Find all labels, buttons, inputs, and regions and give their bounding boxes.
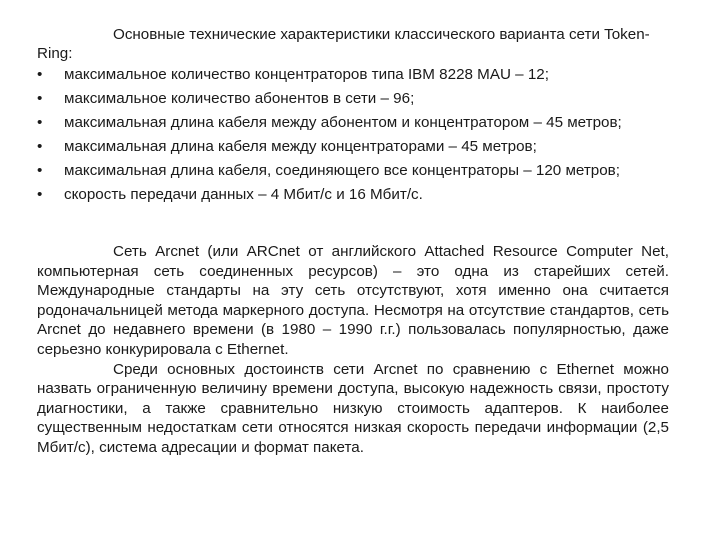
bullet-icon: • [37,186,43,203]
bullet-icon: • [37,138,43,155]
spec-item-text: максимальное количество концентраторов типа IBM 8228 MAU – 12; [64,66,549,83]
arcnet-section [37,242,669,458]
spec-item [37,87,669,111]
spec-item-text: максимальная длина кабеля между концентраторами – 45 метров; [64,138,537,155]
spec-item [37,63,669,87]
spec-item-text: максимальное количество абонентов в сети – 96; [64,90,415,107]
spec-item-text: максимальная длина кабеля между абонентом и концентратором – 45 метров; [64,114,622,131]
document-page [37,25,669,458]
arcnet-paragraph-1: Сеть Arcnet (или ARCnet от английского Attached Resource Computer Net, компьютерная сеть соединенных ресурсов) – это одна из старейших сетей. Международные стандарты на эту сеть отсутствуют, хотя именно она считается родоначальницей метода маркерного доступа. Несмотря на отсутствие стандартов, сеть Arcnet до недавнего времени (в 1980 – 1990 г.г.) пользовалась популярностью, даже серьезно конкурировала с Ethernet. [37,243,669,358]
bullet-icon: • [37,66,43,83]
token-ring-spec-list [37,63,669,207]
spec-item [37,111,669,135]
token-ring-intro: Основные технические характеристики классического варианта сети Token-Ring: [37,26,650,62]
bullet-icon: • [37,90,43,107]
spec-item [37,135,669,159]
spec-item [37,159,669,183]
spec-item-text: скорость передачи данных – 4 Мбит/с и 16 Мбит/с. [64,186,423,203]
bullet-icon: • [37,162,43,179]
bullet-icon: • [37,114,43,131]
spec-item [37,183,669,207]
spec-item-text: максимальная длина кабеля, соединяющего все концентраторы – 120 метров; [64,162,620,179]
arcnet-paragraph-2: Среди основных достоинств сети Arcnet по сравнению с Ethernet можно назвать ограниченную величину времени доступа, высокую надежность связи, простоту диагностики, а также сравнительно низкую стоимость адаптеров. К наиболее существенным недостаткам сети относятся низкая скорость передачи информации (2,5 Мбит/с), система адресации и формат пакета. [37,360,669,456]
